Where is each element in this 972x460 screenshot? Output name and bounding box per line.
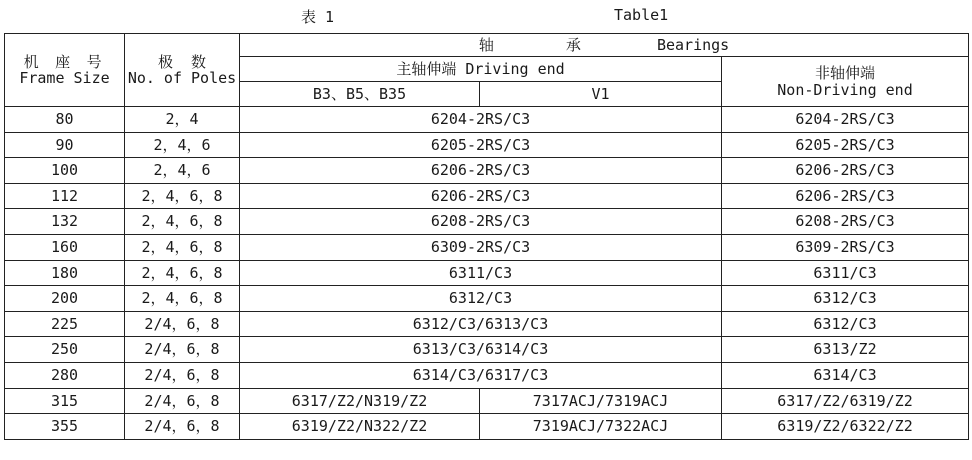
cell-poles: 2/4，6，8 bbox=[125, 311, 240, 337]
cell-b3: 6317/Z2/N319/Z2 bbox=[240, 388, 480, 414]
cell-non-driving: 6313/Z2 bbox=[722, 337, 969, 363]
cell-frame: 132 bbox=[5, 209, 125, 235]
cell-poles: 2，4，6，8 bbox=[125, 286, 240, 312]
cell-poles: 2，4，6，8 bbox=[125, 209, 240, 235]
table-row bbox=[5, 414, 969, 440]
cell-non-driving: 6314/C3 bbox=[722, 362, 969, 388]
cell-driving: 6312/C3/6313/C3 bbox=[240, 311, 722, 337]
cell-poles: 2/4，6，8 bbox=[125, 388, 240, 414]
cell-v1: 7317ACJ/7319ACJ bbox=[480, 388, 722, 414]
cell-frame: 80 bbox=[5, 107, 125, 133]
cell-frame: 280 bbox=[5, 362, 125, 388]
cell-poles: 2/4，6，8 bbox=[125, 362, 240, 388]
bearings-table bbox=[4, 33, 969, 440]
table-row bbox=[5, 362, 969, 388]
cell-b3: 6319/Z2/N322/Z2 bbox=[240, 414, 480, 440]
table-row bbox=[5, 234, 969, 260]
table-row bbox=[5, 388, 969, 414]
header-frame-size-cn: 机 座 号 bbox=[23, 52, 106, 71]
table-row bbox=[5, 158, 969, 184]
cell-frame: 100 bbox=[5, 158, 125, 184]
cell-frame: 200 bbox=[5, 286, 125, 312]
cell-poles: 2/4，6，8 bbox=[125, 337, 240, 363]
cell-non-driving: 6206-2RS/C3 bbox=[722, 158, 969, 184]
cell-non-driving: 6317/Z2/6319/Z2 bbox=[722, 388, 969, 414]
table-caption-en: Table1 bbox=[614, 6, 669, 24]
cell-poles: 2，4，6，8 bbox=[125, 234, 240, 260]
header-v1: V1 bbox=[480, 82, 722, 107]
header-driving-end: 主轴伸端 Driving end bbox=[240, 57, 722, 82]
cell-driving: 6313/C3/6314/C3 bbox=[240, 337, 722, 363]
header-bearings bbox=[240, 34, 969, 57]
table-row bbox=[5, 286, 969, 312]
cell-non-driving: 6311/C3 bbox=[722, 260, 969, 286]
cell-frame: 90 bbox=[5, 132, 125, 158]
header-frame-size-en: Frame Size bbox=[19, 69, 110, 87]
cell-driving: 6204-2RS/C3 bbox=[240, 107, 722, 133]
header-bearings-cn: 轴 承 bbox=[478, 35, 599, 54]
header-poles-cn: 极 数 bbox=[157, 52, 207, 71]
cell-non-driving: 6205-2RS/C3 bbox=[722, 132, 969, 158]
header-bearings-en: Bearings bbox=[656, 35, 730, 54]
cell-poles: 2/4，6，8 bbox=[125, 414, 240, 440]
table-row bbox=[5, 260, 969, 286]
cell-frame: 112 bbox=[5, 183, 125, 209]
table-row bbox=[5, 107, 969, 133]
table-body bbox=[5, 107, 969, 440]
table-row bbox=[5, 132, 969, 158]
cell-frame: 250 bbox=[5, 337, 125, 363]
cell-poles: 2，4，6 bbox=[125, 132, 240, 158]
header-poles bbox=[125, 34, 240, 107]
cell-non-driving: 6206-2RS/C3 bbox=[722, 183, 969, 209]
cell-driving: 6205-2RS/C3 bbox=[240, 132, 722, 158]
cell-non-driving: 6319/Z2/6322/Z2 bbox=[722, 414, 969, 440]
cell-frame: 355 bbox=[5, 414, 125, 440]
cell-frame: 225 bbox=[5, 311, 125, 337]
header-non-driving-cn: 非轴伸端 bbox=[815, 64, 876, 82]
table-row bbox=[5, 337, 969, 363]
cell-driving: 6208-2RS/C3 bbox=[240, 209, 722, 235]
cell-non-driving: 6204-2RS/C3 bbox=[722, 107, 969, 133]
cell-driving: 6314/C3/6317/C3 bbox=[240, 362, 722, 388]
header-non-driving-end bbox=[722, 57, 969, 107]
cell-frame: 315 bbox=[5, 388, 125, 414]
table-row bbox=[5, 209, 969, 235]
cell-driving: 6206-2RS/C3 bbox=[240, 158, 722, 184]
header-non-driving-en: Non-Driving end bbox=[777, 80, 913, 99]
header-poles-en: No. of Poles bbox=[127, 69, 237, 87]
cell-poles: 2，4，6，8 bbox=[125, 183, 240, 209]
cell-non-driving: 6312/C3 bbox=[722, 286, 969, 312]
header-b3: B3、B5、B35 bbox=[240, 82, 480, 107]
cell-poles: 2，4 bbox=[125, 107, 240, 133]
cell-poles: 2，4，6，8 bbox=[125, 260, 240, 286]
cell-v1: 7319ACJ/7322ACJ bbox=[480, 414, 722, 440]
cell-non-driving: 6309-2RS/C3 bbox=[722, 234, 969, 260]
table-row bbox=[5, 311, 969, 337]
cell-frame: 180 bbox=[5, 260, 125, 286]
cell-driving: 6206-2RS/C3 bbox=[240, 183, 722, 209]
cell-poles: 2，4，6 bbox=[125, 158, 240, 184]
cell-frame: 160 bbox=[5, 234, 125, 260]
cell-driving: 6309-2RS/C3 bbox=[240, 234, 722, 260]
header-frame-size bbox=[5, 34, 125, 107]
table-row bbox=[5, 183, 969, 209]
cell-driving: 6312/C3 bbox=[240, 286, 722, 312]
table-caption-cn: 表 1 bbox=[301, 8, 335, 26]
cell-non-driving: 6208-2RS/C3 bbox=[722, 209, 969, 235]
cell-non-driving: 6312/C3 bbox=[722, 311, 969, 337]
table-header bbox=[5, 34, 969, 107]
cell-driving: 6311/C3 bbox=[240, 260, 722, 286]
